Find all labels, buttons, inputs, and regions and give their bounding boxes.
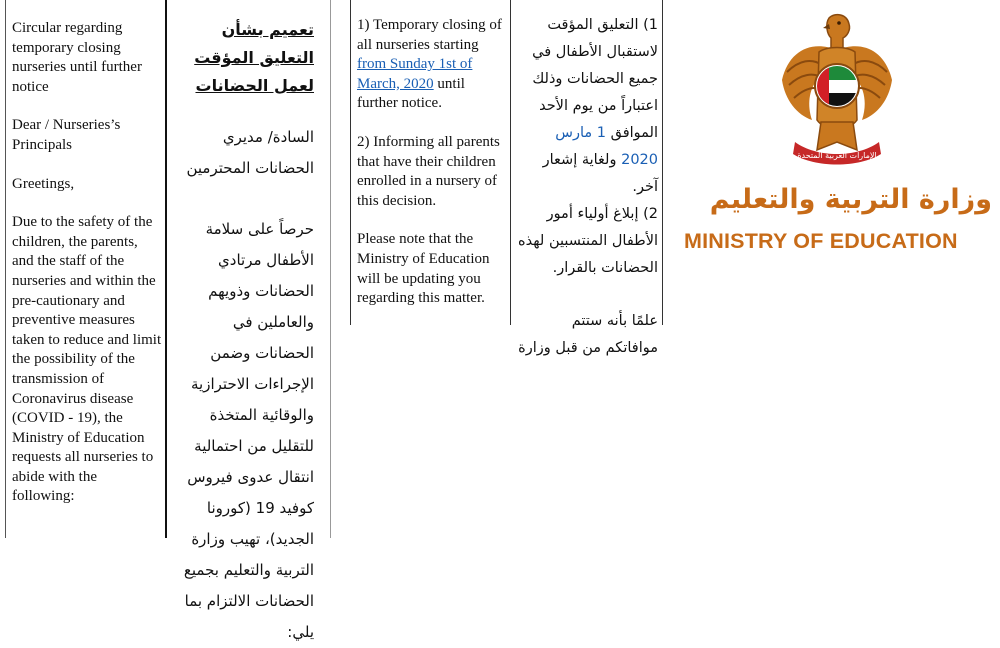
ministry-name-ar: وزارة التربية والتعليم xyxy=(709,184,992,215)
salutation-en: Dear / Nurseries’s Principals xyxy=(12,117,121,153)
point-2-ar: 2) إبلاغ أولياء أمور الأطفال المنتسبين لهذه الحضانات بالقرار. xyxy=(518,206,658,276)
point-2-en: 2) Informing all parents that have their children enrolled in a nursery of this decision. xyxy=(357,133,500,209)
intro-paragraph-en: Due to the safety of the children, the parents, and the staff of the nurseries and within the pre-cautionary and preventive measures taken to reduce and limit the possibility of the transmission of Coronavirus disease (COVID - 19), the Ministry of Education requests all nurseries to abide with the following: xyxy=(12,214,162,505)
column-divider xyxy=(510,0,511,325)
greeting-en: Greetings, xyxy=(12,175,75,192)
ministry-name-en: MINISTRY OF EDUCATION xyxy=(684,229,958,253)
note-en: Please note that the Ministry of Education will be updating you regarding this matter. xyxy=(357,231,490,307)
arabic-points-column xyxy=(518,12,658,362)
point-1-en: 1) Temporary closing of all nurseries starting from Sunday 1st of March, 2020 until further notice. xyxy=(357,17,502,112)
column-divider xyxy=(350,0,351,325)
intro-paragraph-ar: حرصاً على سلامة الأطفال مرتادي الحضانات وذويهم والعاملين في الحضانات وضمن الإجراءات الاحترازية والوقائية المتخذة للتقليل من احتمالية انتقال عدوى فيروس كوفيد 19 (كورونا الجديد)، تهيب وزارة التربية والتعليم بجميع الحضانات الالتزام بما يلي: xyxy=(183,220,314,641)
point-1-ar: 1) التعليق المؤقت لاستقبال الأطفال في جميع الحضانات وذلك اعتباراً من يوم الأحد الموافق 1 مارس 2020 ولغاية إشعار آخر. xyxy=(532,17,658,195)
date-link[interactable]: from Sunday 1st of March, 2020 xyxy=(357,56,473,92)
circular-title-ar: تعميم بشأن التعليق المؤقت لعمل الحضانات xyxy=(194,20,314,95)
column-divider xyxy=(662,0,663,325)
column-divider xyxy=(5,0,6,538)
emblem-ribbon-text: الإمارات العربية المتحدة xyxy=(797,151,877,160)
column-divider xyxy=(330,0,331,538)
arabic-intro-column xyxy=(172,16,314,648)
english-intro-column xyxy=(12,19,162,526)
falcon-emblem-icon xyxy=(777,10,897,170)
english-points-column xyxy=(357,16,507,328)
circular-title-en: Circular regarding temporary closing nurseries until further notice xyxy=(12,20,142,95)
column-divider xyxy=(165,0,167,538)
note-ar: علمًا بأنه ستتم موافاتكم من قبل وزارة xyxy=(518,313,658,356)
salutation-ar: السادة/ مديري الحضانات المحترمين xyxy=(186,128,314,177)
date-link-ar[interactable]: 1 مارس 2020 xyxy=(555,125,658,168)
